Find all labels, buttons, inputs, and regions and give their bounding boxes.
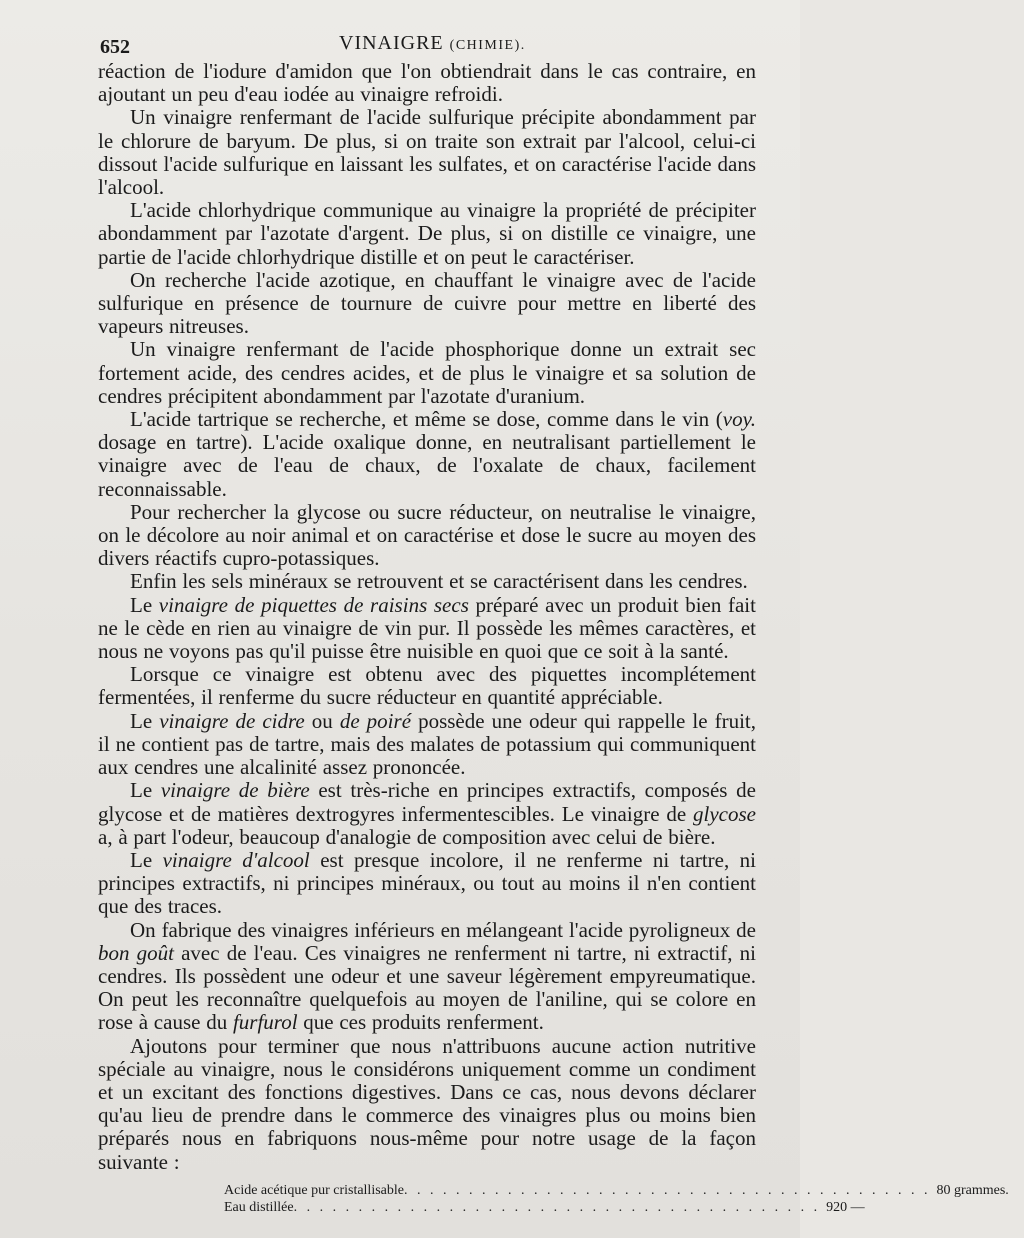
text-run: Le xyxy=(130,708,160,733)
paragraph xyxy=(98,106,756,199)
text-run: L'acide tartrique se recherche, et même se dose, comme dans le vin ( xyxy=(130,407,723,432)
body-text xyxy=(98,60,756,1174)
page-number: 652 xyxy=(100,36,130,58)
recipe-quantity: 80 grammes. xyxy=(936,1182,1009,1198)
recipe-ingredient: Eau distillée xyxy=(224,1199,294,1215)
running-title-main: VINAIGRE xyxy=(339,32,444,54)
text-run: Pour rechercher la glycose ou sucre réducteur, on neutralise le vinaigre, on le décolore au noir animal et on caractérise et dose le sucre au moyen des divers réactifs cupro-potassiques. xyxy=(98,499,756,571)
text-run: préparé avec un produit bien fait ne le cède en rien au vinaigre de vin pur. Il possède les mêmes caractères, et nous ne voyons pas qu'il puisse être nuisible en quoi que ce soit à la santé. xyxy=(98,592,756,664)
paragraph xyxy=(98,594,756,664)
text-run: réaction de l'iodure d'amidon que l'on obtiendrait dans le cas contraire, en ajoutant un peu d'eau iodée au vinaigre refroidi. xyxy=(98,59,756,107)
italic-text: glycose xyxy=(693,801,756,826)
paragraph xyxy=(98,60,756,106)
text-run: a, à part l'odeur, beaucoup d'analogie de composition avec celui de bière. xyxy=(98,824,716,849)
italic-text: bon goût xyxy=(98,940,174,965)
paragraph xyxy=(98,1035,756,1174)
italic-text: vinaigre d'alcool xyxy=(162,847,310,872)
paragraph xyxy=(98,269,756,339)
recipe-row xyxy=(224,1182,1009,1199)
running-title xyxy=(339,32,526,55)
recipe-table xyxy=(224,1182,1009,1216)
paragraph xyxy=(98,408,756,501)
text-run: ou xyxy=(304,708,340,733)
paragraph xyxy=(98,570,756,593)
paragraph xyxy=(98,849,756,919)
paragraph xyxy=(98,663,756,709)
text-run: Ajoutons pour terminer que nous n'attribuons aucune action nutritive spéciale au vinaigre, nous le considérons uniquement comme un condiment et un excitant des fonctions digestives. Dans ce cas, nous devons déclarer qu'au lieu de prendre dans le commerce des vinaigres plus ou moins bien préparés nous en fabriquons nous-même pour notre usage de la façon suivante : xyxy=(98,1033,756,1174)
running-title-suffix: (CHIMIE). xyxy=(449,38,526,53)
recipe-quantity: 920 — xyxy=(826,1199,865,1215)
text-run: Lorsque ce vinaigre est obtenu avec des piquettes incomplétement fermentées, il renferme du sucre réducteur en quantité appréciable. xyxy=(98,662,756,710)
text-run: Le xyxy=(130,778,161,803)
paragraph xyxy=(98,501,756,571)
paragraph xyxy=(98,199,756,269)
paragraph xyxy=(98,779,756,849)
text-run: avec de l'eau. Ces vinaigres ne renferment ni tartre, ni extractif, ni cendres. Ils possèdent une odeur et une saveur légèrement empyreumatique. On peut les reconnaître quelquefois au moyen de l'aniline, qui se colore en rose à cause du xyxy=(98,940,756,1035)
italic-text: voy. xyxy=(722,407,756,432)
italic-text: furfurol xyxy=(232,1010,298,1035)
text-run: est très-riche en principes extractifs, composés de glycose et de matières dextrogyres infermentescibles. Le vinaigre de xyxy=(98,778,756,826)
text-run: Le xyxy=(130,592,159,617)
text-run: est presque incolore, il ne renferme ni tartre, ni principes extractifs, ni principes minéraux, ou tout au moins il n'en contient que des traces. xyxy=(98,847,756,919)
text-run: que ces produits renferment. xyxy=(297,1010,544,1035)
text-run: On fabrique des vinaigres inférieurs en mélangeant l'acide pyroligneux de xyxy=(130,917,756,942)
paragraph xyxy=(98,710,756,780)
italic-text: vinaigre de cidre xyxy=(159,708,305,733)
paragraph xyxy=(98,338,756,408)
italic-text: de poiré xyxy=(339,708,412,733)
text-run: On recherche l'acide azotique, en chauffant le vinaigre avec de l'acide sulfurique en présence de tournure de cuivre pour mettre en liberté des vapeurs nitreuses. xyxy=(98,267,756,339)
dot-leader: . . . . . . . . . . . . . . . . . . . . . . . . . . . . . . . . . . . . . . . . . xyxy=(403,1182,931,1198)
italic-text: vinaigre de piquettes de raisins secs xyxy=(158,592,469,617)
paragraph xyxy=(98,919,756,1035)
dot-leader: . . . . . . . . . . . . . . . . . . . . . . . . . . . . . . . . . . . . . . . . . xyxy=(293,1199,821,1215)
text-run: Un vinaigre renfermant de l'acide sulfurique précipite abondamment par le chlorure de baryum. De plus, si on traite son extrait par l'alcool, celui-ci dissout l'acide sulfurique en laissant les sulfates, et on caractérise l'acide dans l'alcool. xyxy=(98,105,756,200)
recipe-ingredient: Acide acétique pur cristallisable xyxy=(224,1182,404,1198)
text-run: possède une odeur qui rappelle le fruit, il ne contient pas de tartre, mais des malates de potassium qui communiquent aux cendres une alcalinité assez prononcée. xyxy=(98,708,757,780)
text-run: Le xyxy=(130,847,163,872)
text-run: L'acide chlorhydrique communique au vinaigre la propriété de précipiter abondamment par l'azotate d'argent. De plus, si on distille ce vinaigre, une partie de l'acide chlorhydrique distille et on peut le caractériser. xyxy=(98,198,756,269)
text-run: Un vinaigre renfermant de l'acide phosphorique donne un extrait sec fortement acide, des cendres acides, et de plus le vinaigre et sa solution de cendres précipitent abondamment par l'azotate d'uranium. xyxy=(98,337,756,408)
italic-text: vinaigre de bière xyxy=(160,778,310,803)
recipe-row xyxy=(224,1199,865,1216)
text-run: dosage en tartre). L'acide oxalique donne, en neutralisant partiellement le vinaigre avec de l'eau de chaux, de l'oxalate de chaux, facilement reconnaissable. xyxy=(98,430,756,501)
page-header xyxy=(98,30,756,58)
text-run: Enfin les sels minéraux se retrouvent et se caractérisent dans les cendres. xyxy=(130,569,748,594)
